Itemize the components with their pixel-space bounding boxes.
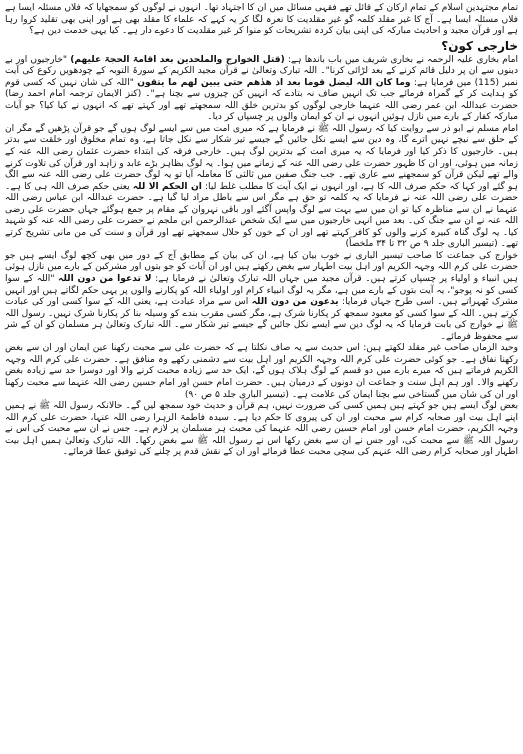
- quran-verse: لا تدعوا من دون اللہ: [58, 274, 152, 285]
- quran-verse: ان الحکم الا للہ: [132, 181, 202, 192]
- paragraph-text: وحید الزماں صاحب غیر مقلد لکھتے ہیں: اس حدیث سے یہ صاف نکلتا ہے کہ حضرت علی سے محبت رکھنا عین ایمان اور ان سے بغض رکھنا نفاق ہے۔ جو کوئی حضرت علی کرم اللہ وجہہ الکریم اور اہل بیت سے دشمنی رکھے وہ منافق ہے۔ حضرت علی کرم اللہ وجہہ الکریم فرماتے ہیں کہ میرے بارے میں دو قسم کے لوگ ہلاک ہوں گے، ایک حد سے زیادہ محبت کرنے والا اور دوسرا حد سے زیادہ بغض رکھنے والا۔ اور ہم اہل سنت و جماعت ان دونوں کے درمیان ہیں۔ حضرت امام حسن اور امام حسین رضی اللہ عنہما سے محبت رکھنا اور ان کی شان میں گستاخی سے بچنا ایمان کی علامت ہے۔ (تیسیر الباری جلد ۵ ص ۹۰): [5, 343, 518, 400]
- quran-verse: وما کان اللہ لیضل قوما بعد اذ ھدٰھم حتی یبین لھم ما یتقون: [137, 77, 411, 88]
- paragraph-text: "اللہ کے سوا کسی کو نہ پوجو"، یہ آیت بتوں کے بارے میں ہے، مگر یہ لوگ انبیاء کرام اور اولیاء اللہ کو پکارنے والوں پر یہی حکم لگاتے ہیں اور انہیں مشرک ٹھہراتے ہیں۔ اسی طرح جہاں فرمایا:: [5, 274, 518, 308]
- paragraph-text: امام مسلم نے ابو ذر سے روایت کیا کہ رسول اللہ ﷺ نے فرمایا ہے کہ میری امت میں سے ایسے لوگ ہوں گے جو قرآن پڑھیں گے مگر ان کے حلق سے نیچے نہیں اترے گا، وہ دین سے ایسے نکل جائیں گے جیسے تیر شکار سے نکل جاتا ہے، وہ تمام مخلوق اور خلقت سے بدتر ہیں۔ خارجیوں کا ذکر کیا اور فرمایا کہ یہ میری امت کے بدترین لوگ ہیں۔ خارجی فرقہ کی ابتداء حضرت عثمان رضی اللہ عنہ کے زمانہ میں ہوئی، اور ان کا ظہور حضرت علی رضی اللہ عنہ کے زمانے میں ہوا۔ یہ لوگ بظاہر بڑے عابد و زاہد اور قرآن کی تلاوت کرنے والے تھے لیکن قرآن کو سمجھنے سے عاری تھے۔ جب جنگ صفین میں ثالثی کا معاملہ آیا تو یہ لوگ حضرت علی رضی اللہ عنہ سے الگ ہو گئے اور کہا کہ حکم صرف اللہ کا ہے، اور انہوں نے ایک آیت کا مطلب غلط لیا:: [5, 123, 518, 192]
- paragraph-text: یعنی حکم صرف اللہ ہی کا ہے۔ حضرت علی رضی اللہ عنہ نے فرمایا کہ یہ کلمہ تو حق ہے مگر اس سے باطل مراد لیا گیا ہے۔ حضرت عبداللہ ابن عباس رضی اللہ عنہما نے ان سے مناظرہ کیا تو ان میں سے بہت سے لوگ واپس آگئے اور باقی نہروان کے مقام پر جمع ہوگئے جہاں حضرت علی رضی اللہ عنہ نے ان سے جنگ کی۔ بعد میں انہی خارجیوں میں سے ایک شخص عبدالرحمن ابن ملجم نے حضرت علی رضی اللہ عنہ کو شہید کیا۔ یہ لوگ گناہ کبیرہ کرنے والوں کو کافر کہتے تھے اور ان کے خون کو حلال سمجھتے تھے اور قرآن و سنت کی من مانی تشریح کرتے تھے۔ (تیسیر الباری جلد ۹ ص ۳۲ تا ۳۴ ملخصاً): [5, 181, 518, 250]
- paragraph-text: خوارج کی جماعت کا صاحب تیسیر الباری نے خوب بیان کیا ہے، ان کی بیان کے مطابق آج کے دور میں بھی کچھ لوگ ایسے ہیں جو حضرت علی کرم اللہ وجہہ الکریم اور اہل بیت اطہار سے بغض رکھتے ہیں اور ان آیات کو جو بتوں اور مشرکین کے بارے میں نازل ہوئی ہیں انبیاء و اولیاء پر چسپاں کرتے ہیں۔ قرآن مجید میں جہاں اللہ تبارک وتعالیٰ نے فرمایا ہے:: [5, 250, 518, 285]
- paragraph-muslim: [5, 124, 518, 251]
- paragraph-text: بعض لوگ ایسے ہیں جو کہتے ہیں ہمیں کسی کی ضرورت نہیں، ہم قرآن و حدیث خود سمجھ لیں گے۔ حالانکہ رسول اللہ ﷺ نے ہمیں اپنے اہل بیت اور صحابہ کرام سے محبت اور ان کی پیروی کا حکم دیا ہے۔ سیدہ فاطمۃ الزہرا رضی اللہ عنہا، حضرت علی کرم اللہ وجہہ الکریم، حضرت امام حسن اور امام حسین رضی اللہ عنہما کی محبت ہر مسلمان پر لازم ہے۔ جس نے ان سے محبت کی اس نے رسول اللہ ﷺ سے محبت کی، اور جس نے ان سے بغض رکھا اس نے رسول اللہ ﷺ سے بغض رکھا۔ اللہ تبارک وتعالیٰ ہمیں اہل بیت اطہار اور صحابہ کرام رضی اللہ عنہم کی سچی محبت عطا فرمائے اور ان کے نقش قدم پر چلنے کی توفیق عطا فرمائے۔: [5, 401, 518, 458]
- paragraph-closing: [5, 401, 518, 459]
- paragraph-text: اس سے مراد عبادت ہے، یعنی اللہ کے سوا کسی اور کی عبادت کرتے ہیں۔ اللہ کے سوا کسی کو معبود سمجھ کر پکارنا شرک ہے، مگر کسی مقرب بندے کو وسیلہ بنا کر پکارنا شرک نہیں۔ رسول اللہ ﷺ نے خوارج کی بابت فرمایا کہ یہ لوگ دین سے ایسے نکل جائیں گے جیسے تیر شکار سے۔ اللہ تبارک وتعالیٰ ہر مسلمان کو ان کے شر سے محفوظ فرمائے۔: [5, 297, 518, 342]
- paragraph-khawarij: [5, 251, 518, 343]
- intro-paragraph: تمام مجتہدین اسلام کے تمام ارکان کے قائل تھے فقہی مسائل میں ان کا اجتہاد تھا۔ انہوں نے لوگوں کو سمجھایا کہ فلاں مسئلہ ایسا ہے فلاں مسئلہ ایسا ہے۔ آج کا غیر مقلد کلمہ گو غیر مقلدیت کا نعرہ لگا کر یہ کہے کہ علماء کا مقلد بھی ہے اور اپنی بھی تقلید کروا رہا ہے اور قرآن مجید و احادیث مبارکہ کی اپنی بیان کردہ تشریحات کو منوا کر غیر مقلدیت کا دعوے دار ہے۔ کیا یہی خدمت دین ہے؟: [5, 3, 518, 37]
- paragraph-text: "اللہ کی شان نہیں کہ کسی قوم کو ہدایت کر کے گمراہ فرمائے جب تک انہیں صاف نہ بتادے کہ انہیں کن چیزوں سے بچنا ہے"۔ (کنز الایمان ترجمہ امام احمد رضا) حضرت عبداللہ ابن عمر رضی اللہ عنہما خارجی لوگوں کو بدترین خلق اللہ سمجھتے تھے اور کہتے تھے کہ انہوں نے کیا کیا؟ جو آیات مبارکہ کفار کے بارے میں نازل ہوئیں انہوں نے ان کو ایمان والوں پر چسپاں کر دیا۔: [5, 77, 518, 123]
- paragraph-ahl-bayt: [5, 343, 518, 401]
- quran-verse: (قتل الخوارج والملحدین بعد اقامۃ الحجۃ علیھم): [70, 54, 285, 65]
- quran-verse: یدعون من دون اللہ: [251, 297, 339, 308]
- section-heading: خارجی کون؟: [441, 38, 518, 53]
- paragraph-bukhari: [5, 55, 518, 124]
- paragraph-text: امام بخاری علیہ الرحمہ نے بخاری شریف میں باب باندھا ہے:: [287, 54, 518, 65]
- paragraph-text: "خارجیوں اور بے دینوں سے ان پر دلیل قائم کرنے کے بعد لڑائی کرنا"۔ اللہ تبارک وتعالیٰ نے قرآن مجید الکریم کے سورۃ التوبہ کے چودھویں رکوع کی آیت نمبر (115) میں فرمایا ہے:: [5, 54, 518, 88]
